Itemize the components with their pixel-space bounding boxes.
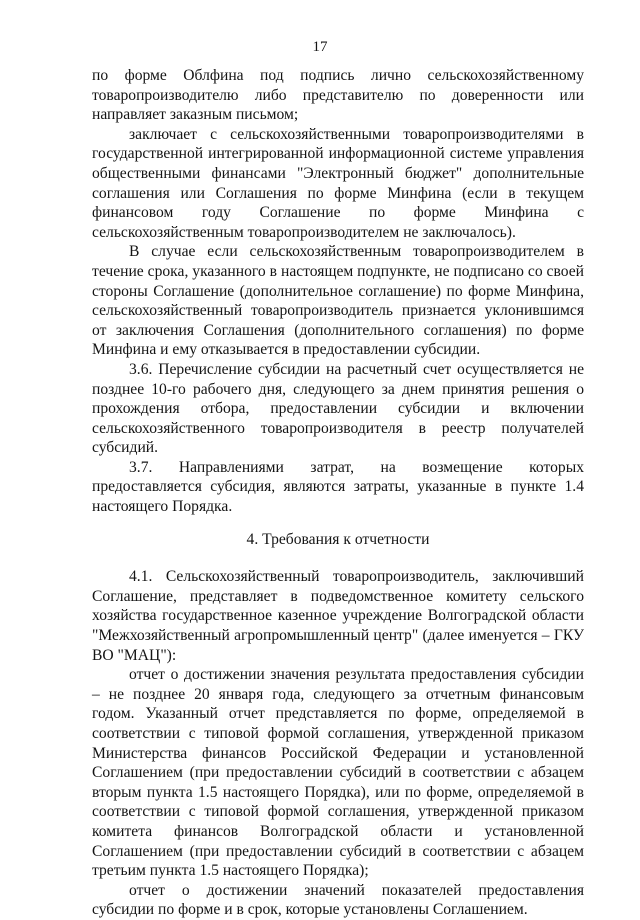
- paragraph: 3.6. Перечисление субсидии на расчетный счет осуществляется не позднее 10-го рабочего дня, следующего за днем принятия решения о прохождения отбора, предоставлении субсидии и включении сельскохозяйственного товаропроизводителя в реестр получателей субсидий.: [92, 360, 584, 457]
- paragraph: отчет о достижении значения результата предоставления субсидии – не позднее 20 января года, следующего за отчетным финансовым годом. Указанный отчет представляется по форме, определяемой в соответствии с типовой формой соглашения, утвержденной приказом Министерства финансов Российской Федерации и установленной Соглашением (при предоставлении субсидий в соответствии с абзацем вторым пункта 1.5 настоящего Порядка), или по форме, определяемой в соответствии с типовой формой соглашения, утвержденной приказом комитета финансов Волгоградской области и установленной Соглашением (при предоставлении субсидий в соответствии с абзацем третьим пункта 1.5 настоящего Порядка);: [92, 666, 584, 880]
- paragraph: отчет о достижении значений показателей предоставления субсидии по форме и в срок, которые установлены Соглашением.: [92, 881, 584, 919]
- page-number: 17: [312, 39, 328, 55]
- section-heading: 4. Требования к отчетности: [246, 530, 430, 548]
- paragraph: по форме Облфина под подпись лично сельскохозяйственному товаропроизводителю либо представителю по доверенности или направляет заказным письмом;: [92, 67, 584, 124]
- paragraph: В случае если сельскохозяйственным товаропроизводителем в течение срока, указанного в настоящем подпункте, не подписано со своей стороны Соглашение (дополнительное соглашение) по форме Минфина, сельскохозяйственный товаропроизводитель признается уклонившимся от заключения Соглашения (дополнительного соглашения) по форме Минфина и ему отказывается в предоставлении субсидии.: [92, 243, 584, 359]
- document-body: [92, 66, 584, 920]
- paragraph: 3.7. Направлениями затрат, на возмещение которых предоставляется субсидия, являются затраты, указанные в пункте 1.4 настоящего Порядка.: [92, 458, 584, 516]
- paragraph: 4.1. Сельскохозяйственный товаропроизводитель, заключивший Соглашение, представляет в подведомственное комитету сельского хозяйства государственное казенное учреждение Волгоградской области "Межхозяйственный агропромышленный центр" (далее именуется – ГКУ ВО "МАЦ"):: [92, 568, 584, 664]
- paragraph: заключает с сельскохозяйственными товаропроизводителями в государственной интегрированной информационной системе управления общественными финансами "Электронный бюджет" дополнительные соглашения или Соглашения по форме Минфина (если в текущем финансовом году Соглашение по форме Минфина с сельскохозяйственным товаропроизводителем не заключалось).: [92, 125, 584, 241]
